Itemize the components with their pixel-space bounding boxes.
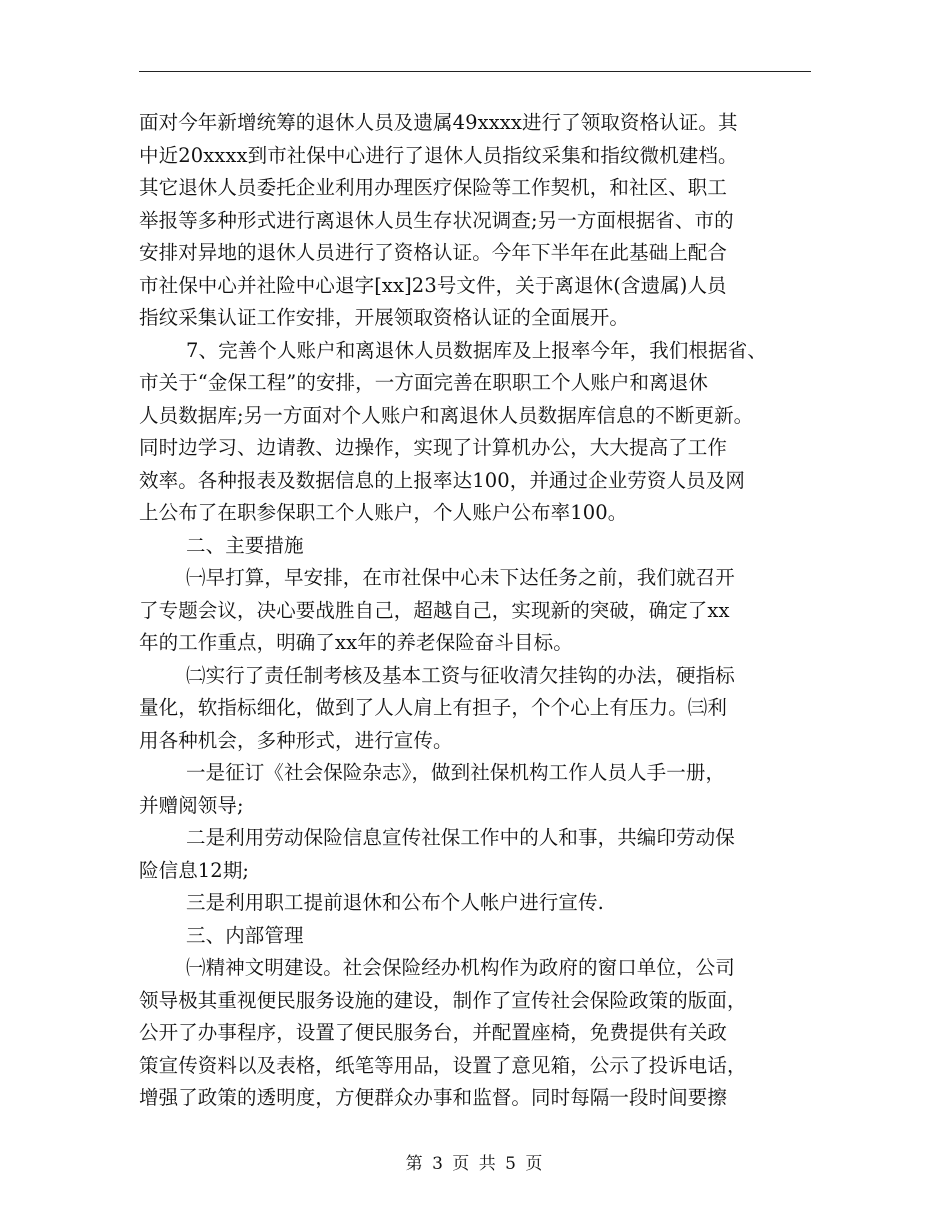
text-line: 市社保中心并社险中心退字[xx]23号文件，关于离退休(含遗属)人员 — [139, 273, 727, 297]
document-body — [139, 107, 819, 1115]
text-line: 指纹采集认证工作安排，开展领取资格认证的全面展开。 — [139, 306, 630, 329]
page-footer — [0, 1150, 950, 1178]
text-line: 安排对异地的退休人员进行了资格认证。今年下半年在此基础上配合 — [139, 241, 728, 264]
text-line: ㈡实行了责任制考核及基本工资与征收清欠挂钩的办法，硬指标 — [186, 663, 735, 687]
text-line: 策宣传资料以及表格，纸笔等用品，设置了意见箱，公示了投诉电话， — [139, 1053, 747, 1077]
text-line: 险信息12期; — [139, 858, 250, 882]
text-line: 市关于“金保工程”的安排，一方面完善在职职工个人账户和离退休 — [139, 371, 708, 394]
text-line: ㈠精神文明建设。社会保险经办机构作为政府的窗口单位，公司 — [186, 956, 735, 979]
text-line: 用各种机会，多种形式，进行宣传。 — [139, 728, 453, 752]
text-line: 面对今年新增统筹的退休人员及遗属49xxxx进行了领取资格认证。其 — [139, 111, 738, 134]
text-line: 一是征订《社会保险杂志》，做到社保机构工作人员人手一册， — [186, 761, 726, 784]
page-number-label: 第 3 页 共 5 页 — [405, 1154, 545, 1174]
text-line: 同时边学习、边请教、边操作，实现了计算机办公，大大提高了工作 — [139, 436, 728, 459]
text-line: 量化，软指标细化，做到了人人肩上有担子，个个心上有压力。㈢利 — [139, 696, 728, 719]
text-line: 公开了办事程序，设置了便民服务台，并配置座椅，免费提供有关政 — [139, 1021, 728, 1044]
header-rule — [139, 71, 811, 72]
text-line: 增强了政策的透明度，方便群众办事和监督。同时每隔一段时间要擦 — [139, 1086, 728, 1109]
text-line: 效率。各种报表及数据信息的上报率达100，并通过企业劳资人员及网 — [139, 468, 745, 492]
text-line: 人员数据库;另一方面对个人账户和离退休人员数据库信息的不断更新。 — [139, 403, 754, 427]
text-line: 中近20xxxx到市社保中心进行了退休人员指纹采集和指纹微机建档。 — [139, 143, 738, 167]
text-line: 二是利用劳动保险信息宣传社保工作中的人和事，共编印劳动保 — [186, 826, 735, 849]
text-line: 其它退休人员委托企业利用办理医疗保险等工作契机，和社区、职工 — [139, 176, 728, 199]
text-line: 并赠阅领导; — [139, 793, 244, 817]
text-line: 二、主要措施 — [186, 533, 304, 557]
text-line: 年的工作重点，明确了xx年的养老保险奋斗目标。 — [139, 631, 573, 654]
text-line: 了专题会议，决心要战胜自己，超越自己，实现新的突破，确定了xx — [139, 598, 730, 622]
text-line: 三、内部管理 — [186, 923, 304, 947]
text-line: 领导极其重视便民服务设施的建设，制作了宣传社会保险政策的版面， — [139, 988, 747, 1012]
text-line: ㈠早打算，早安排，在市社保中心未下达任务之前，我们就召开 — [186, 566, 735, 589]
text-line: 7、完善个人账户和离退休人员数据库及上报率今年，我们根据省、 — [186, 338, 767, 362]
text-line: 上公布了在职参保职工个人账户，个人账户公布率100。 — [139, 501, 628, 524]
text-line: 三是利用职工提前退休和公布个人帐户进行宣传. — [186, 891, 604, 914]
text-line: 举报等多种形式进行离退休人员生存状况调查;另一方面根据省、市的 — [139, 208, 734, 232]
